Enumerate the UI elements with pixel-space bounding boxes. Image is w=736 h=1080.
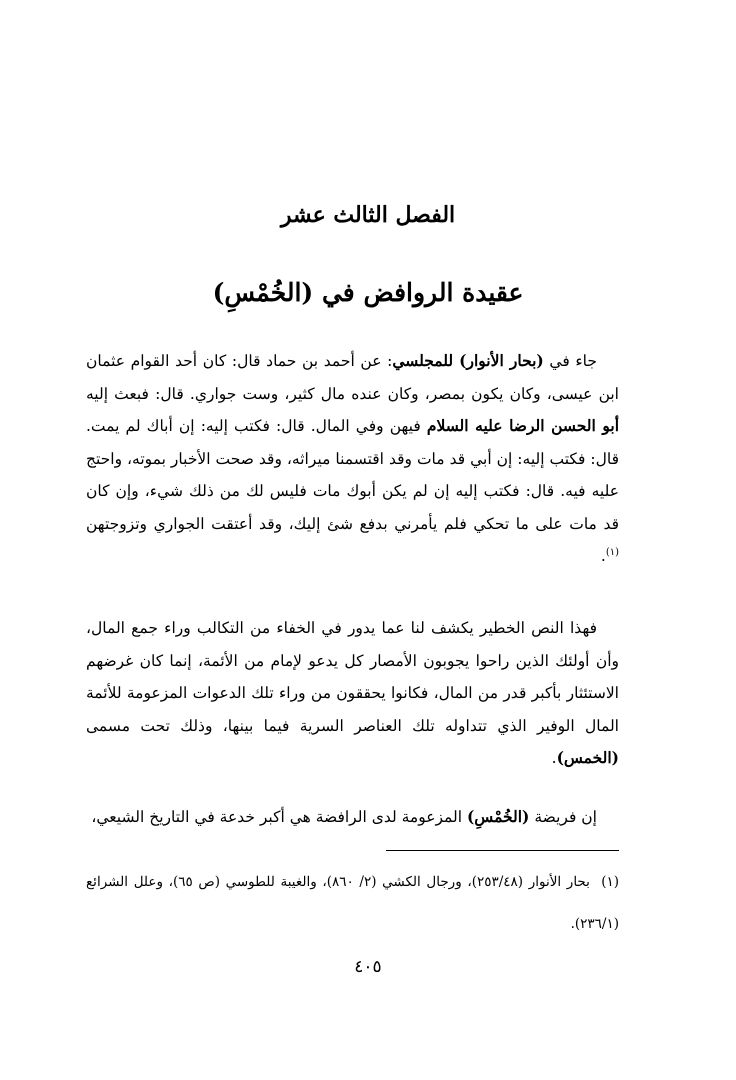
paragraph-3	[86, 801, 619, 834]
paragraph-1	[86, 345, 619, 573]
chapter-heading: الفصل الثالث عشر	[280, 202, 456, 228]
source-title: (بحار الأنوار) للمجلسي	[392, 351, 544, 370]
imam-name: أبو الحسن الرضا عليه السلام	[426, 416, 619, 435]
footnote-text: بحار الأنوار (٢٥٣/٤٨)، ورجال الكشي (٢/ ٨٦٠)، والغيبة للطوسي (ص ٦٥)، وعلل الشرائع (٢٣٦/١).	[86, 874, 619, 932]
khums-term: (الخمس)	[556, 748, 619, 767]
paragraph-1-text-b: فيهن وفي المال. قال: فكتب إليه: إن أباك لم يمت. قال: فكتب إليه: إن أبي قد مات وقد اقتسمنا ميراثه، وقد صحت الأخبار بموته، واحتج عليه فيه. قال: فكتب إليه إن لم يكن أبوك مات فليس لك من ذلك شيء، وإن كان قد مات على ما تحكي فلم يأمرني بدفع شئ إليك، وقد أعتقت الجواري وتزوجتهن	[86, 417, 619, 533]
paragraph-1-lead: جاء في	[549, 352, 597, 370]
chapter-title: عقيدة الروافض في (الخُمْسِ)	[212, 278, 524, 307]
footnote-divider	[386, 850, 619, 851]
paragraph-3-lead: إن فريضة	[534, 808, 597, 826]
paragraph-3-text: المزعومة لدى الرافضة هي أكبر خدعة في التاريخ الشيعي،	[91, 808, 463, 826]
paragraph-2	[86, 612, 619, 775]
footnote-reference[interactable]: (١)	[605, 546, 619, 558]
paragraph-2-text: فهذا النص الخطير يكشف لنا عما يدور في الخفاء من التكالب وراء جمع المال، وأن أولئك الذين راحوا يجوبون الأمصار كل يدعو لإمام من الأئمة، إنما كان غرضهم الاستئثار بأكبر قدر من المال، فكانوا يحققون من وراء تلك الدعوات المزعومة للأئمة المال الوفير الذي تتداوله تلك العناصر السرية فيما بينها، وذلك تحت مسمى	[86, 619, 619, 735]
paragraph-1-end: .	[600, 547, 606, 565]
paragraph-1-text-a: : عن أحمد بن حماد قال: كان أحد القوام عثمان ابن عيسى، وكان يكون بمصر، وكان عنده مال كثير، وست جواري. قال: فبعث إليه	[86, 352, 619, 403]
footnote-number: (١)	[601, 874, 620, 890]
footnote	[86, 861, 619, 945]
paragraph-2-end: .	[551, 749, 557, 767]
page-number: ٤٠٥	[354, 957, 382, 977]
khums-term-vocalized: (الخُمْسِ)	[466, 807, 530, 826]
